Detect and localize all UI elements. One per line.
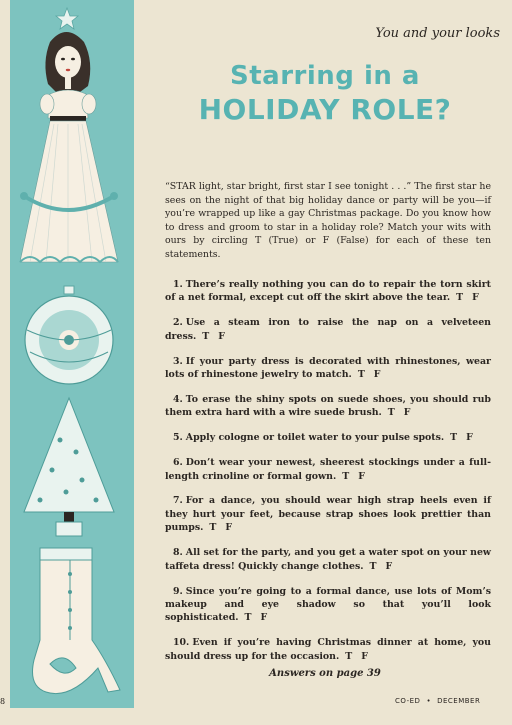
true-choice[interactable]: T [345, 650, 353, 662]
true-choice[interactable]: T [357, 369, 365, 381]
magazine-name: CO-ED [395, 697, 421, 705]
quiz-item-number: 10. [173, 637, 190, 649]
issue-month: DECEMBER [437, 697, 481, 705]
true-false-choices [388, 407, 420, 418]
quiz-item-number: 4. [173, 393, 183, 405]
true-choice[interactable]: T [369, 560, 377, 572]
quiz-item-text: For a dance, you should wear high strap heels even if they hurt your feet, because strap shoes look prettier than pumps. [165, 495, 491, 534]
quiz-item [165, 456, 491, 483]
false-choice[interactable]: F [361, 650, 368, 662]
quiz-item-number: 7. [173, 495, 183, 507]
true-choice[interactable]: T [387, 407, 395, 419]
quiz-item-text: Even if you’re having Christmas dinner at home, you should dress up for the occasion. [165, 637, 491, 662]
quiz-item-number: 2. [173, 317, 183, 329]
christmas-tree-illustration [24, 398, 114, 536]
true-choice[interactable]: T [450, 432, 458, 444]
quiz-item-number: 1. [173, 279, 183, 290]
quiz-item [165, 585, 491, 625]
true-false-choices [345, 651, 377, 662]
ornament-bauble-illustration [25, 286, 113, 384]
quiz-item [165, 431, 491, 444]
false-choice[interactable]: F [358, 470, 365, 482]
quiz-item [165, 546, 491, 573]
true-false-choices [450, 432, 482, 443]
true-false-choices [456, 292, 488, 303]
quiz-item-number: 9. [173, 585, 183, 597]
quiz-item-text: All set for the party, and you get a water spot on your new taffeta dress! Quickly change clothes. [165, 547, 491, 572]
quiz-list [165, 278, 491, 675]
false-choice[interactable]: F [218, 330, 225, 342]
quiz-item-text: There’s really nothing you can do to repair the torn skirt of a net formal, except cut off the skirt above the tear. [165, 279, 491, 304]
party-boot-illustration [33, 548, 121, 694]
true-false-choices [245, 612, 277, 623]
girl-in-gown-illustration [20, 32, 118, 262]
article-title [160, 60, 490, 128]
quiz-item [165, 355, 491, 382]
quiz-item-text: To erase the shiny spots on suede shoes, you should rub them extra hard with a wire suede brush. [165, 393, 491, 419]
false-choice[interactable]: F [373, 369, 381, 381]
footer-separator: • [426, 697, 432, 705]
quiz-item [165, 316, 491, 343]
footer-credit [395, 697, 480, 705]
quiz-item-number: 6. [173, 457, 183, 469]
quiz-item-text: Use a steam iron to raise the nap on a velveteen dress. [165, 317, 491, 342]
true-choice[interactable]: T [456, 292, 464, 304]
illustration-art [10, 0, 134, 708]
true-false-choices [342, 471, 374, 482]
false-choice[interactable]: F [466, 432, 473, 444]
quiz-item-text: Since you’re going to a formal dance, use lots of Mom’s makeup and eye shadow so that you’ll look sophisticated. [165, 585, 491, 624]
true-choice[interactable]: T [244, 612, 252, 624]
true-choice[interactable]: T [209, 522, 217, 534]
page-number: 8 [0, 697, 6, 706]
false-choice[interactable]: F [403, 407, 411, 419]
false-choice[interactable]: F [472, 292, 479, 304]
quiz-item [165, 393, 491, 420]
quiz-item-text: If your party dress is decorated with rhinestones, wear lots of rhinestone jewelry to match. [165, 355, 491, 381]
quiz-item-number: 3. [173, 355, 183, 367]
quiz-item-text: Don’t wear your newest, sheerest stockings under a full-length crinoline or formal gown. [165, 457, 491, 482]
star-icon [56, 8, 78, 29]
quiz-item [165, 494, 491, 534]
quiz-item [165, 278, 491, 305]
illustration-panel [10, 0, 134, 708]
true-choice[interactable]: T [342, 470, 350, 482]
title-line-2: HOLIDAY ROLE? [198, 93, 452, 126]
section-label: You and your looks [375, 26, 500, 41]
title-line-1: Starring in a [230, 61, 420, 91]
quiz-item-number: 5. [173, 432, 183, 444]
quiz-item [165, 636, 491, 663]
true-false-choices [370, 561, 402, 572]
false-choice[interactable]: F [260, 612, 268, 624]
true-false-choices [202, 331, 234, 342]
quiz-item-number: 8. [173, 547, 183, 559]
false-choice[interactable]: F [225, 522, 233, 534]
true-choice[interactable]: T [202, 330, 210, 342]
intro-paragraph: “STAR light, star bright, first star I see tonight . . .” The first star he sees on the night of that big holiday dance or party will be you—if you’re wrapped up like a gay Christmas package. Do you know how to dress and groom to star in a holiday role? Match your wits with ours by circling T (True) or F (False) for each of these ten statements. [165, 181, 491, 260]
false-choice[interactable]: F [385, 560, 393, 572]
true-false-choices [209, 522, 241, 533]
true-false-choices [358, 369, 390, 380]
answers-note: Answers on page 39 [269, 668, 381, 679]
quiz-item-text: Apply cologne or toilet water to your pulse spots. [185, 432, 445, 444]
